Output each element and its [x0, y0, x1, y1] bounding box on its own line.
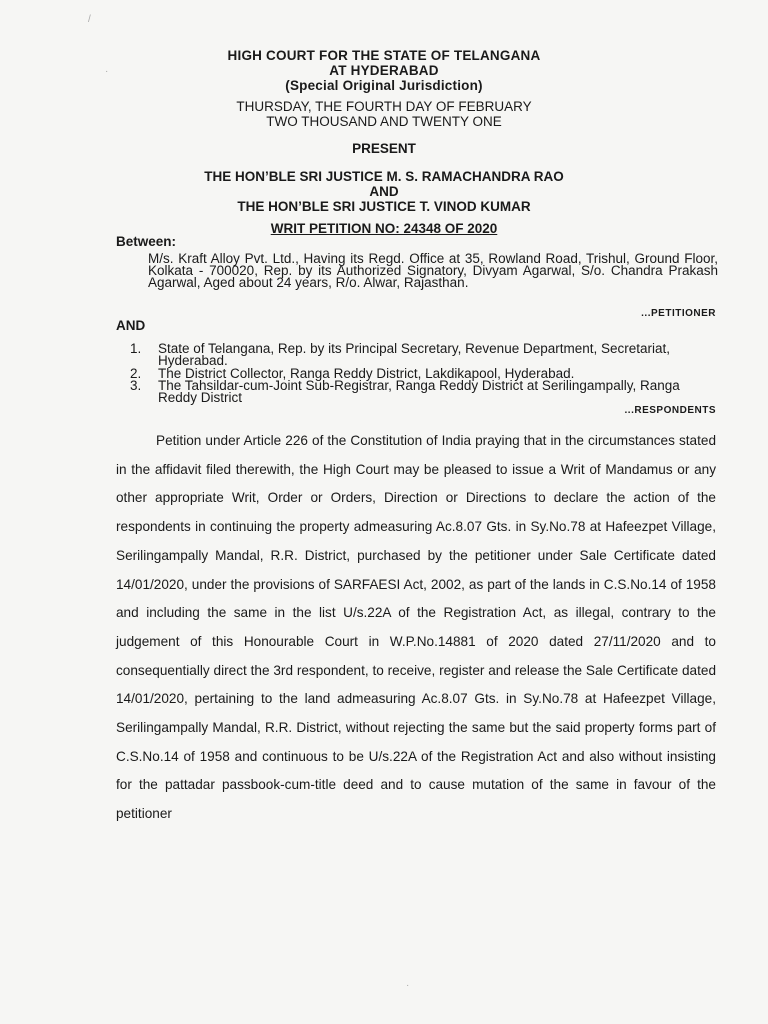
writ-petition-number: WRIT PETITION NO: 24348 OF 2020 — [270, 221, 498, 236]
list-number: 1. — [130, 341, 142, 356]
date-line-2: TWO THOUSAND AND TWENTY ONE — [266, 114, 502, 129]
respondents-list — [130, 343, 720, 404]
and-label: AND — [116, 318, 146, 333]
judge-1: THE HON’BLE SRI JUSTICE M. S. RAMACHANDRA RAO — [204, 169, 564, 184]
court-heading — [0, 48, 768, 93]
court-jurisdiction: (Special Original Jurisdiction) — [285, 78, 483, 93]
list-number: 2. — [130, 365, 142, 381]
scan-speck: / — [88, 14, 91, 25]
bench — [0, 169, 768, 214]
petitioner-tag: ...PETITIONER — [641, 308, 716, 319]
respondent-text: The District Collector, Ranga Reddy District, Lakdikapool, Hyderabad. — [158, 365, 575, 381]
scan-speck: · — [406, 980, 410, 991]
list-item — [130, 343, 720, 368]
petition-prayer: Petition under Article 226 of the Constitution of India praying that in the circumstances stated in the affidavit filed therewith, the High Court may be pleased to issue a Writ of Mandamus or any other appropriate Writ, Order or Orders, Direction or Directions to declare the action of the respondents in continuing the property admeasuring Ac.8.07 Gts. in Sy.No.78 at Hafeezpet Village, Serilingampally Mandal, R.R. District, purchased by the petitioner under Sale Certificate dated 14/01/2020, under the provisions of SARFAESI Act, 2002, as part of the lands in C.S.No.14 of 1958 and including the same in the list U/s.22A of the Registration Act, as illegal, contrary to the judgement of this Honourable Court in W.P.No.14881 of 2020 dated 27/11/2020 and to consequentially direct the 3rd respondent, to receive, register and release the Sale Certificate dated 14/01/2020, pertaining to the land admeasuring Ac.8.07 Gts. in Sy.No.78 at Hafeezpet Village, Serilingampally Mandal, R.R. District, without rejecting the same but the said property forms part of C.S.No.14 of 1958 and continuous to be U/s.22A of the Registration Act and also without insisting for the pattadar passbook-cum-title deed and to cause mutation of the same in favour of the petitioner — [116, 433, 716, 822]
list-number: 3. — [130, 377, 142, 393]
present-heading: PRESENT — [352, 141, 416, 156]
petitioner-details: M/s. Kraft Alloy Pvt. Ltd., Having its Regd. Office at 35, Rowland Road, Trishul, Ground Floor, Kolkata - 700020, Rep. by its Authorized Signatory, Divyam Agarwal, S/o. Chandra Prakash Agarwal, Aged about 24 years, R/o. Alwar, Rajasthan. — [148, 251, 718, 291]
court-location: AT HYDERABAD — [329, 63, 439, 78]
judges-and: AND — [369, 184, 399, 199]
court-name: HIGH COURT FOR THE STATE OF TELANGANA — [227, 48, 541, 63]
respondent-text: State of Telangana, Rep. by its Principal Secretary, Revenue Department, Secretariat, Hyderabad. — [158, 341, 671, 369]
date-line-1: THURSDAY, THE FOURTH DAY OF FEBRUARY — [236, 99, 532, 114]
scan-speck: · — [105, 66, 109, 77]
hearing-date — [0, 99, 768, 129]
respondent-text: The Tahsildar-cum-Joint Sub-Registrar, Ranga Reddy District at Serilingampally, Ranga Reddy District — [158, 377, 680, 406]
between-label: Between: — [116, 234, 177, 249]
list-item — [130, 377, 720, 406]
judge-2: THE HON’BLE SRI JUSTICE T. VINOD KUMAR — [237, 199, 531, 214]
respondents-tag: ...RESPONDENTS — [624, 405, 716, 416]
